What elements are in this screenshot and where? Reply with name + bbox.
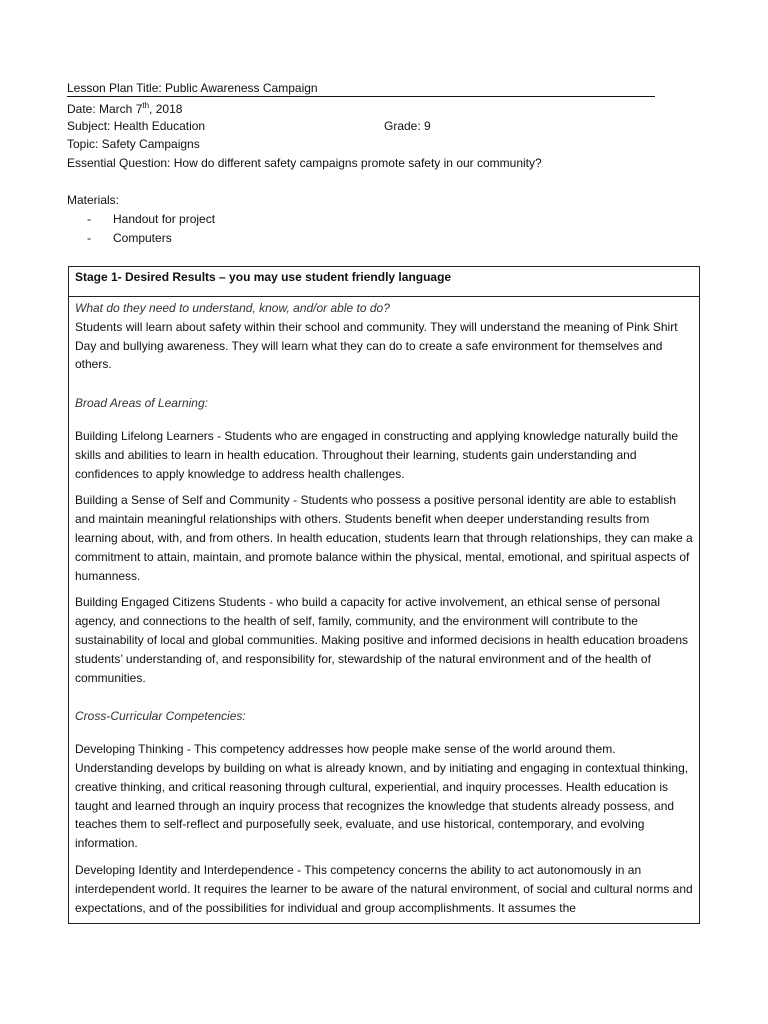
competency-paragraph: Developing Thinking - This competency addresses how people make sense of the world around them. Understanding develops by building on what is already known, and by initiating and engaging in contextual thinking, creative thinking, and critical reasoning through cultural, experiential, and inquiry processes. Health education is taught and learned through an inquiry process that recognizes the knowledge that students already possess, and teaches them to self-reflect and purposefully seek, evaluate, and use historical, contemporary, and evolving information.: [75, 742, 689, 851]
lesson-subject: Subject: Health Education: [67, 119, 206, 133]
stage-1-table: [68, 266, 700, 924]
lesson-plan-title: Lesson Plan Title: Public Awareness Campaign: [67, 80, 655, 97]
competency-paragraph: Developing Identity and Interdependence - This competency concerns the ability to act autonomously in an interdependent world. It requires the learner to be aware of the natural environment, of social and cultural norms and expectations, and of the possibilities for individual and group accomplishments. It assumes the: [75, 862, 693, 915]
lesson-date: [67, 98, 182, 117]
broad-areas-heading: Broad Areas of Learning:: [75, 396, 208, 411]
date-prefix: Date: March 7: [67, 102, 143, 116]
stage-1-heading: Stage 1- Desired Results – you may use student friendly language: [69, 267, 699, 297]
intro-paragraph: Students will learn about safety within their school and community. They will understand the meaning of Pink Shirt Day and bullying awareness. They will learn what they can do to create a safe environment for themselves and others.: [75, 319, 678, 372]
stage-1-body: [69, 297, 699, 917]
subject-grade-line: [67, 118, 667, 134]
guiding-question: What do they need to understand, know, and/or able to do?: [75, 301, 390, 315]
essential-question: Essential Question: How do different safety campaigns promote safety in our community?: [67, 156, 542, 170]
materials-item: - Handout for project: [87, 212, 216, 226]
materials-item: - Computers: [87, 231, 172, 245]
materials-item-text: Computers: [113, 231, 172, 245]
materials-item-text: Handout for project: [113, 212, 216, 226]
broad-area-paragraph: Building Lifelong Learners - Students who are engaged in constructing and applying knowledge naturally build the skills and abilities to learn in health education. Throughout their learning, students gain understanding and confidences to apply knowledge to address health challenges.: [75, 428, 679, 481]
date-suffix: , 2018: [149, 102, 183, 116]
materials-label: Materials:: [67, 193, 120, 207]
lesson-grade: Grade: 9: [384, 119, 431, 133]
date-superscript: th: [142, 101, 150, 110]
lesson-topic: Topic: Safety Campaigns: [67, 137, 200, 151]
broad-area-paragraph: Building Engaged Citizens Students - who build a capacity for active involvement, an ethical sense of personal agency, and connections to the health of self, family, community, and the environment will contribute to the sustainability of local and global communities. Making positive and informed decisions in health education broadens students’ understanding of, and responsibility for, stewardship of the natural environment and of the health of communities.: [75, 595, 689, 685]
cross-curricular-heading: Cross-Curricular Competencies:: [75, 709, 246, 724]
broad-area-paragraph: Building a Sense of Self and Community - Students who possess a positive personal identity are able to establish and maintain meaningful relationships with others. Students benefit when deeper understanding results from learning about, with, and from others. In health education, students learn that through relationships, they can make a commitment to attain, maintain, and promote balance within the physical, mental, emotional, and spiritual aspects of humanness.: [75, 493, 693, 583]
